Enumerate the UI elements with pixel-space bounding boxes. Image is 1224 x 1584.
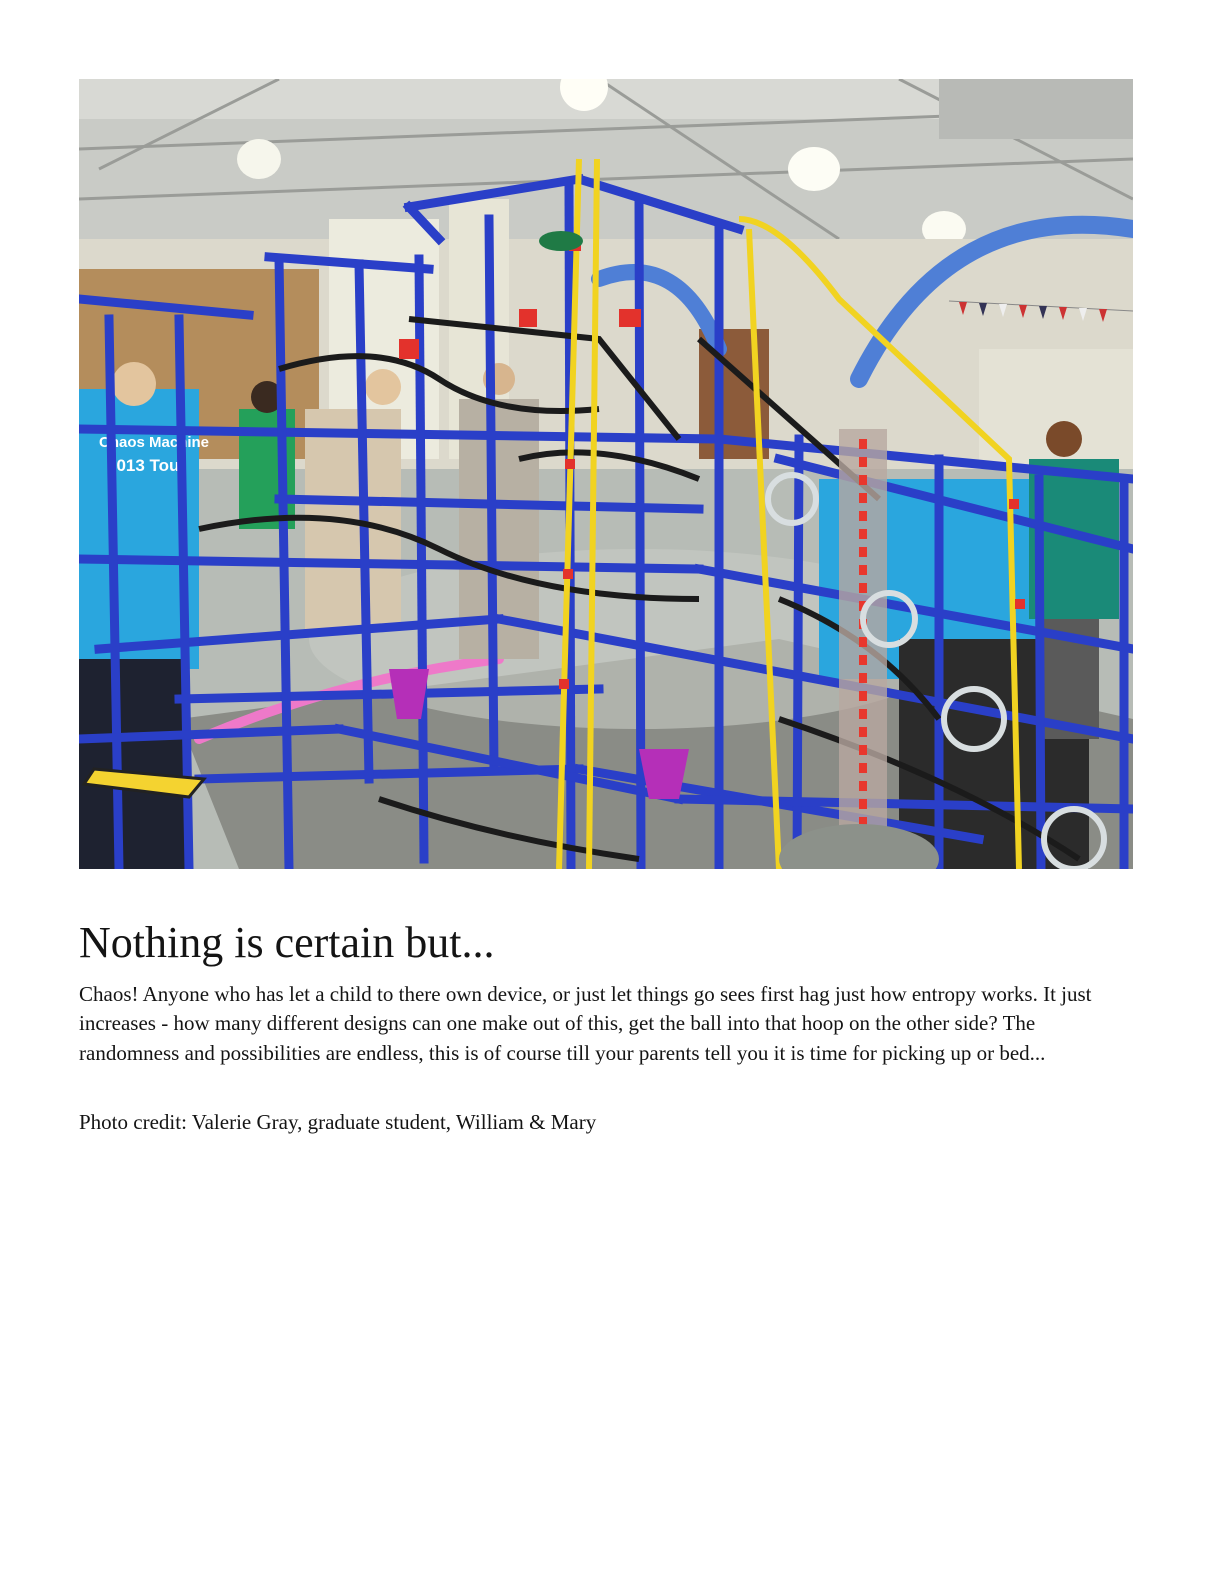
- page-title: Nothing is certain but...: [79, 918, 495, 967]
- chaos-machine-photo: [79, 79, 1133, 869]
- shirt-text-line1: Chaos Machine: [99, 434, 210, 451]
- body-paragraph: Chaos! Anyone who has let a child to there own device, or just let things go sees first hag just how entropy works. It just increases - how many different designs can one make out of this, get the ball into that hoop on the other side? The randomness and possibilities are endless, this is of course till your parents tell you it is time for picking up or bed...: [79, 982, 1092, 1065]
- shirt-text-line2: 2013 Tour: [107, 456, 187, 475]
- photo-credit: Photo credit: Valerie Gray, graduate student, William & Mary: [79, 1110, 597, 1134]
- green-fan: [539, 231, 583, 251]
- photo-illustration: [79, 79, 1133, 869]
- air-duct: [939, 79, 1133, 139]
